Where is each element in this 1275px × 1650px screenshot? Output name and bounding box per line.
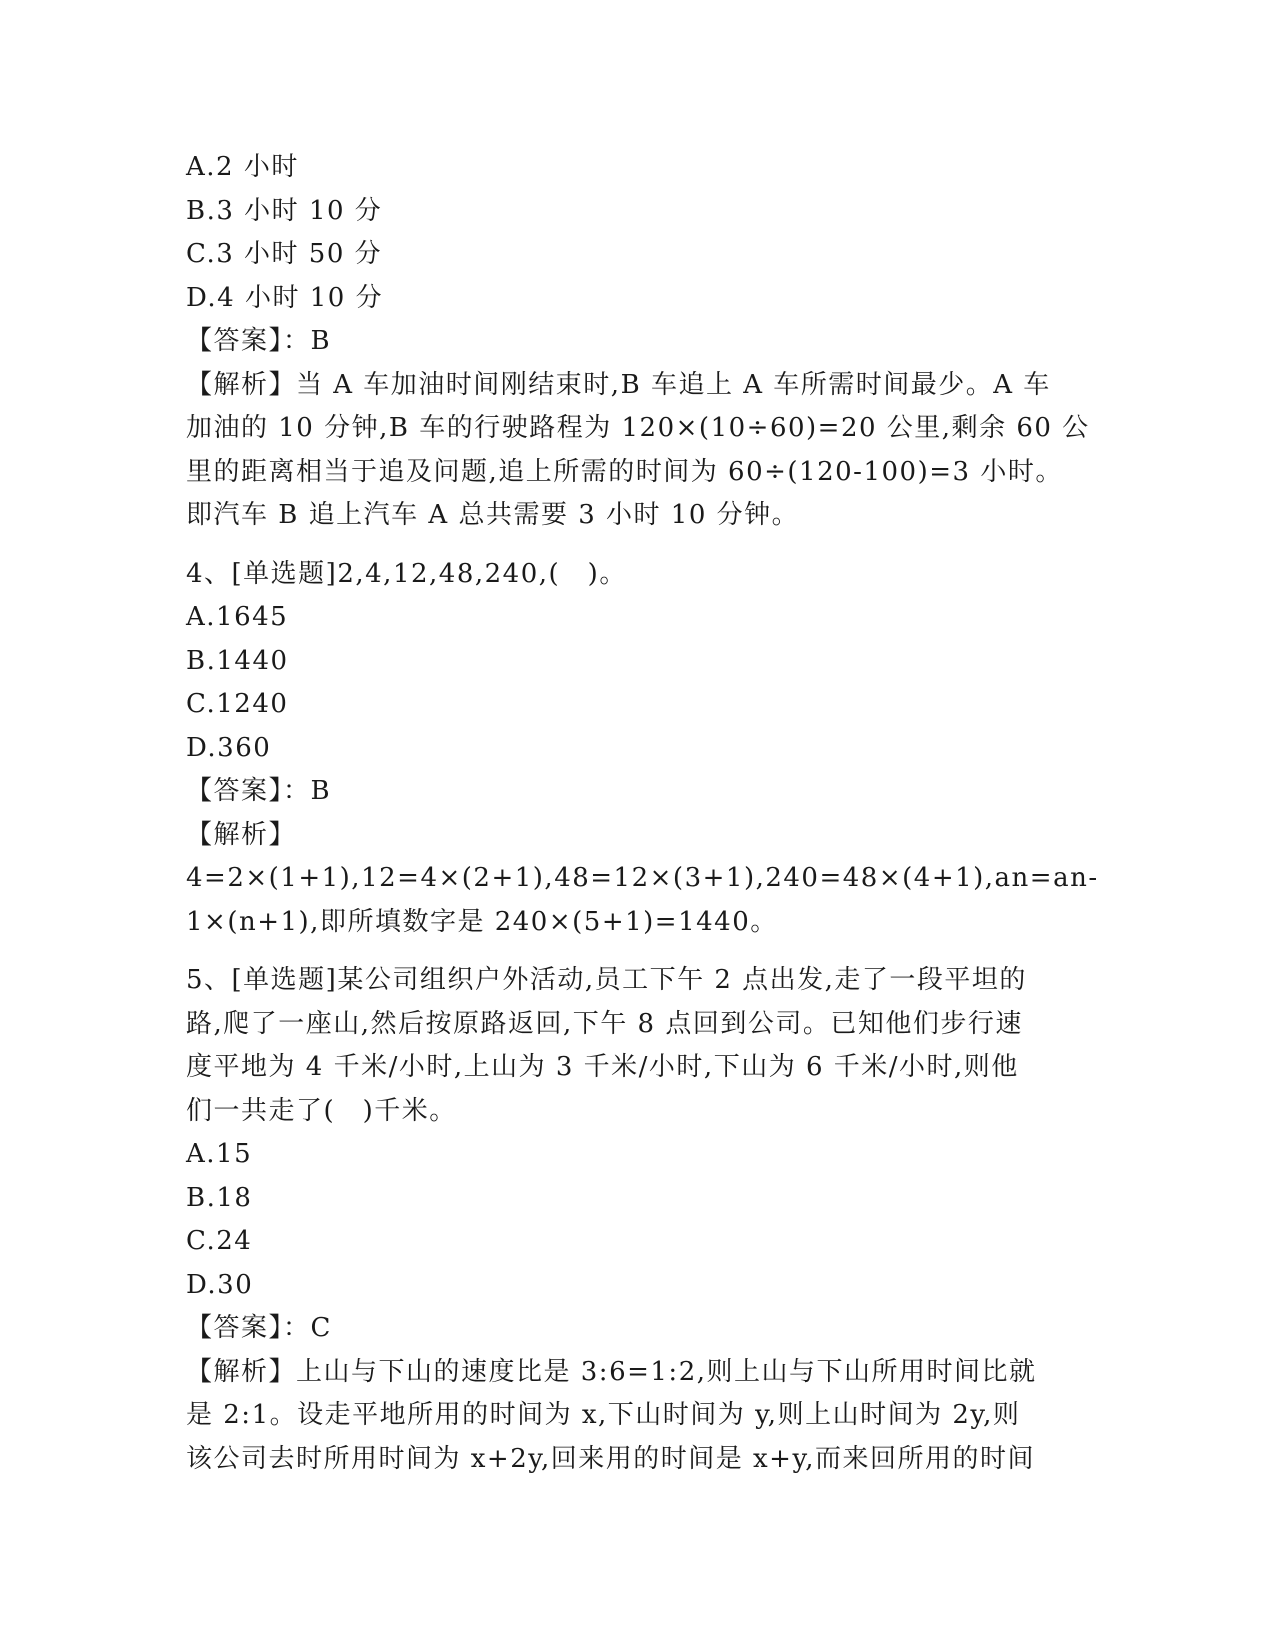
analysis-line: 即汽车 B 追上汽车 A 总共需要 3 小时 10 分钟。 (186, 500, 800, 530)
question-3-options (186, 146, 1086, 320)
option-b: B.1440 (186, 645, 289, 676)
analysis-line: 【解析】当 A 车加油时间刚结束时,B 车追上 A 车所需时间最少。A 车 (186, 369, 1051, 400)
option-d: D.4 小时 10 分 (186, 282, 384, 313)
question-4-answer: 【答案】：B (186, 776, 332, 806)
question-5 (186, 959, 1086, 1481)
option-a: A.2 小时 (186, 152, 299, 182)
option-b: B.3 小时 10 分 (186, 195, 383, 226)
analysis-line: 里的距离相当于追及问题,追上所需的时间为 60÷(120-100)=3 小时。 (186, 456, 1063, 487)
question-5-stem-line: 路,爬了一座山,然后按原路返回,下午 8 点回到公司。已知他们步行速 (186, 1008, 1023, 1039)
option-c: C.1240 (186, 689, 289, 719)
question-5-stem-line: 5、[单选题]某公司组织户外活动,员工下午 2 点出发,走了一段平坦的 (186, 965, 1027, 995)
option-d: D.30 (186, 1269, 254, 1300)
document-page (186, 146, 1099, 1481)
analysis-line: 加油的 10 分钟,B 车的行驶路程为 120×(10÷60)=20 公里,剩余 60 公 (186, 413, 1090, 443)
question-5-answer: 【答案】：C (186, 1313, 332, 1343)
option-d: D.360 (186, 732, 272, 763)
option-b: B.18 (186, 1182, 253, 1213)
question-5-stem-line: 度平地为 4 千米/小时,上山为 3 千米/小时,下山为 6 千米/小时,则他 (186, 1052, 1019, 1082)
analysis-line: 是 2:1。设走平地所用的时间为 x,下山时间为 y,则上山时间为 2y,则 (186, 1400, 1021, 1430)
question-3-answer: 【答案】：B (186, 326, 332, 356)
analysis-line: 该公司去时所用时间为 x+2y,回来用的时间是 x+y,而来回所用的时间 (186, 1443, 1035, 1474)
analysis-line: 【解析】上山与下山的速度比是 3:6=1:2,则上山与下山所用时间比就 (186, 1356, 1037, 1387)
analysis-line: 4=2×(1+1),12=4×(2+1),48=12×(3+1),240=48×(4+1),an=an- (186, 863, 1099, 893)
spacer (186, 944, 1086, 959)
option-a: A.1645 (186, 602, 289, 632)
analysis-line: 【解析】 (186, 819, 297, 850)
question-4-stem: 4、[单选题]2,4,12,48,240,( )。 (186, 558, 627, 589)
spacer (186, 538, 1086, 553)
question-4 (186, 553, 1099, 945)
question-3-analysis (186, 364, 1090, 538)
option-a: A.15 (186, 1139, 253, 1169)
option-c: C.24 (186, 1226, 253, 1256)
analysis-line: 1×(n+1),即所填数字是 240×(5+1)=1440。 (186, 906, 778, 937)
option-c: C.3 小时 50 分 (186, 239, 383, 269)
question-5-stem-line: 们一共走了( )千米。 (186, 1095, 457, 1126)
